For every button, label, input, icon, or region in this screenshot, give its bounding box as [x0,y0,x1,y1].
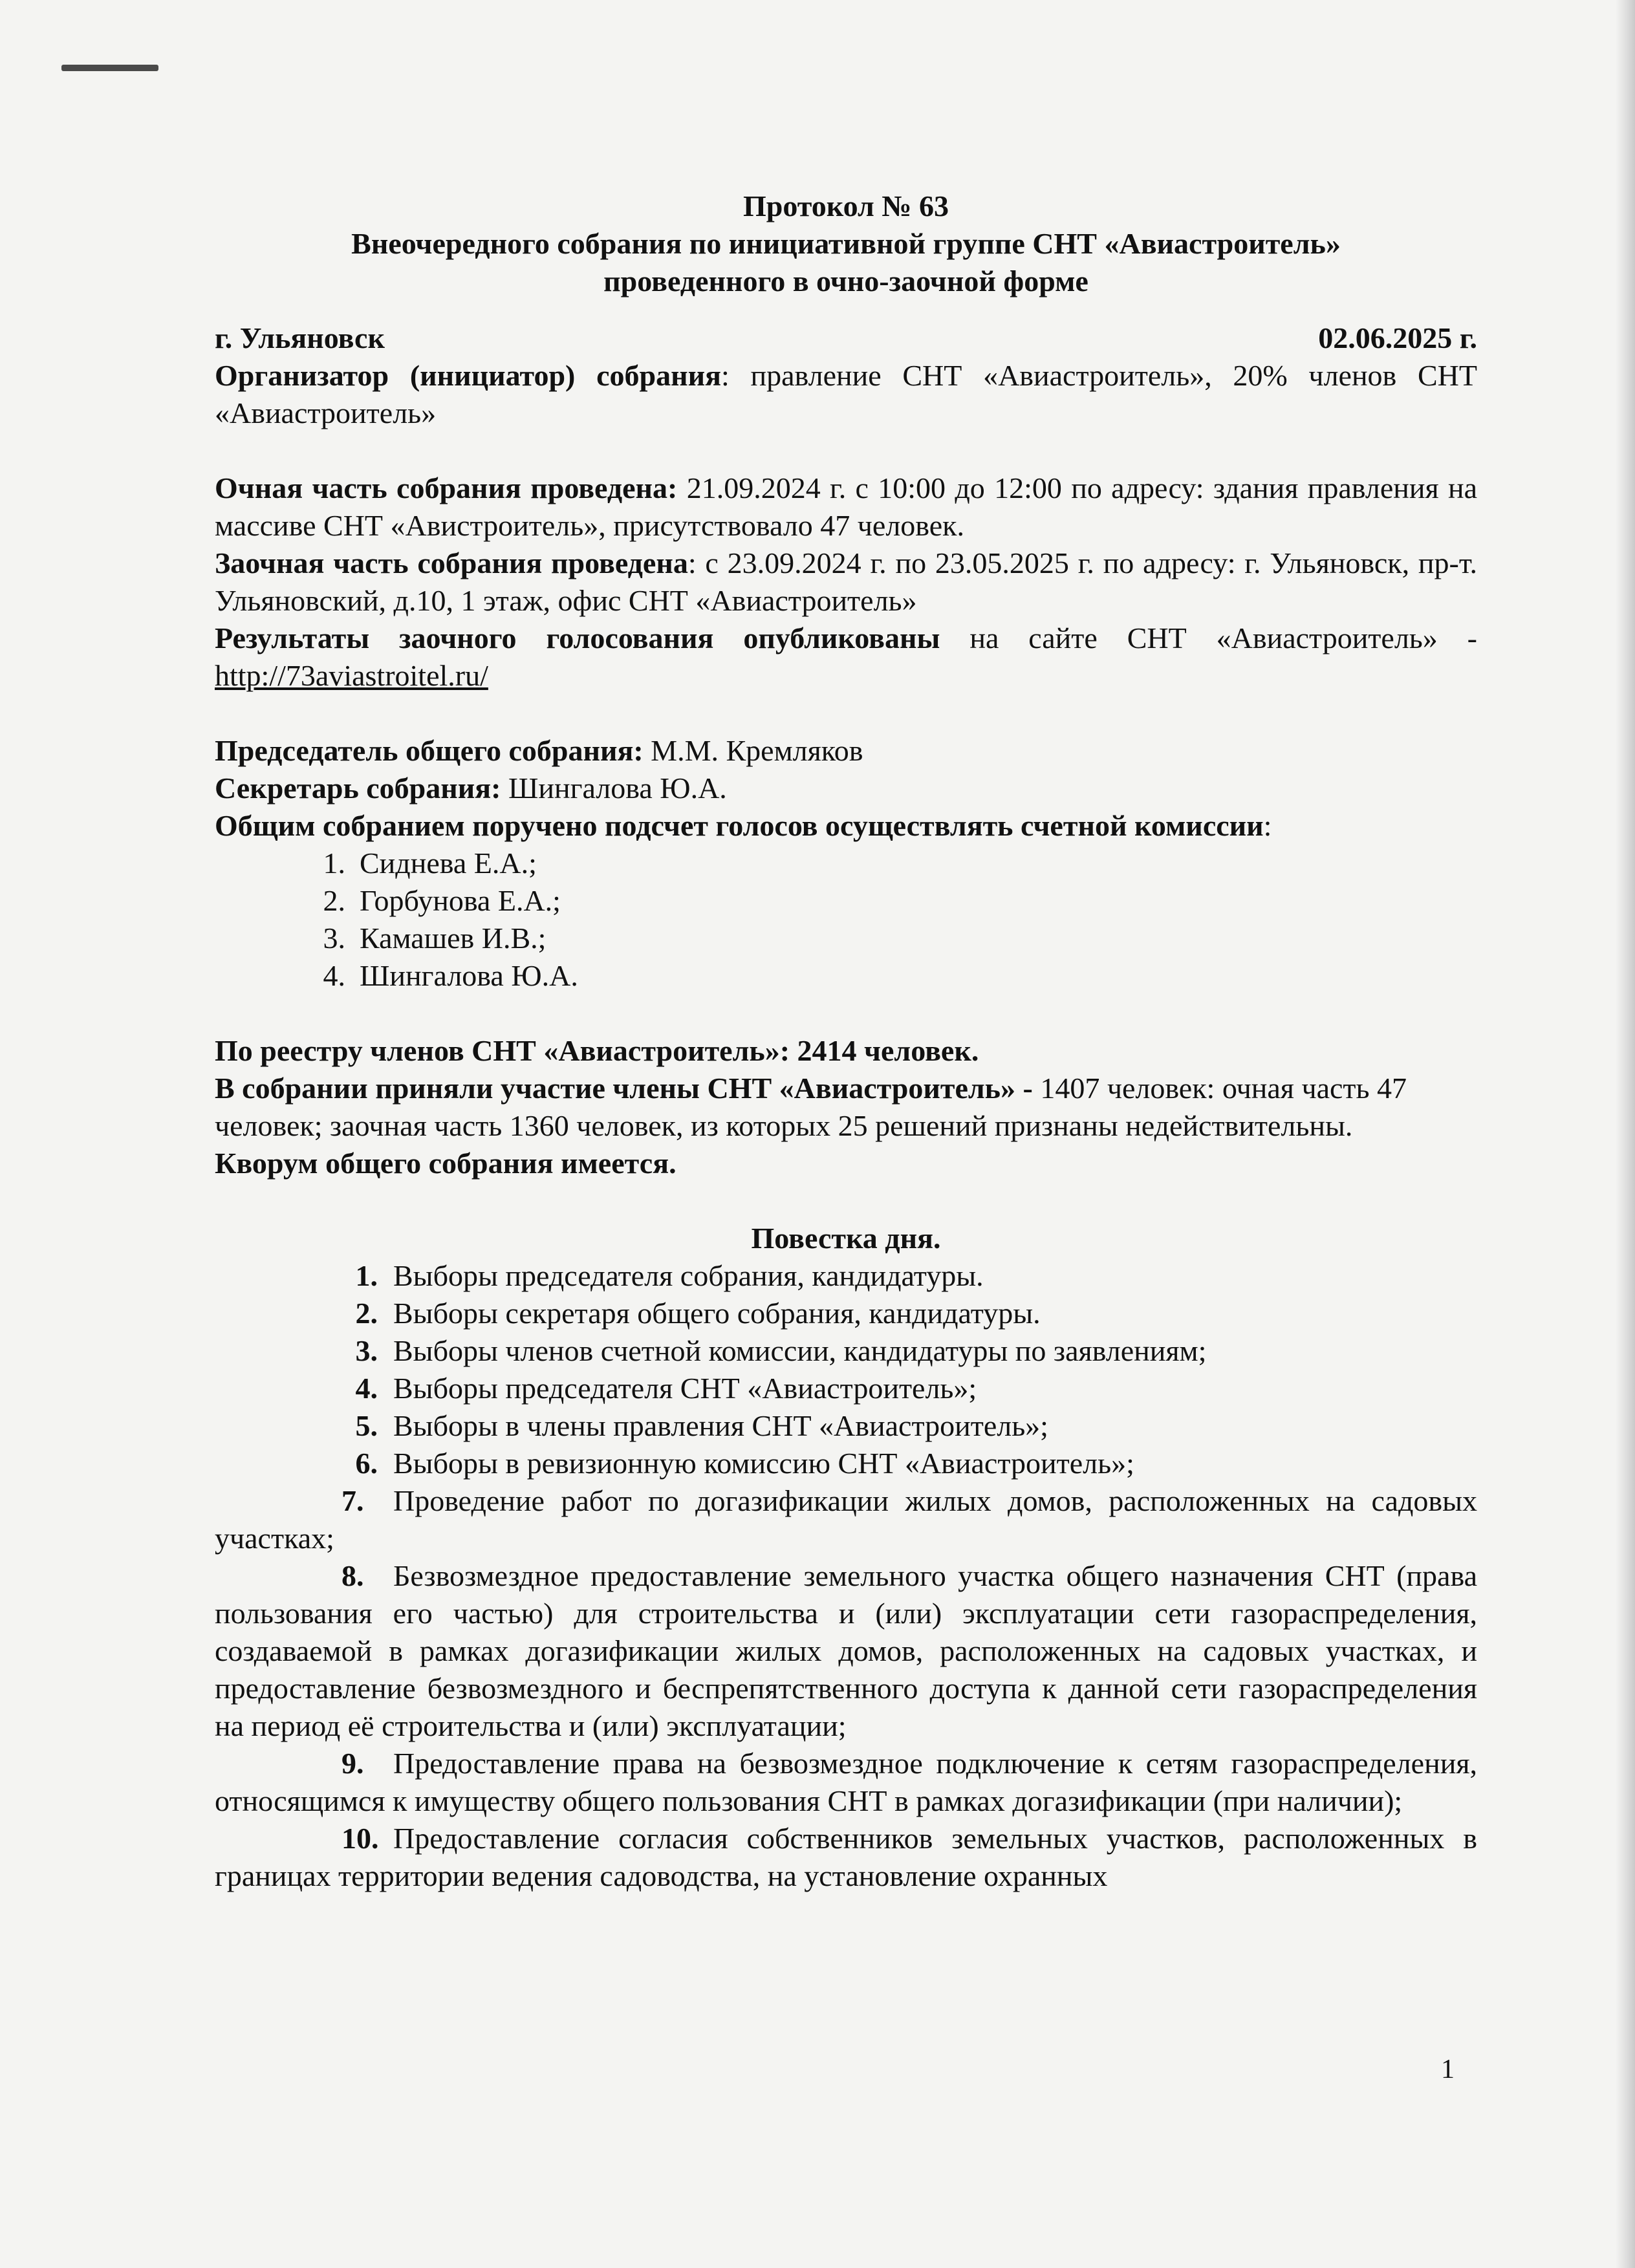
agenda-item [215,1370,1477,1407]
organizer-label: Организатор (инициатор) собрания [215,359,721,392]
agenda-item-text: Выборы секретаря общего собрания, кандидатуры. [393,1297,1041,1330]
list-item [215,957,1477,995]
agenda-item [215,1820,1477,1895]
protocol-subtitle-line1: Внеочередного собрания по инициативной группе СНТ «Авиастроитель» [351,227,1341,260]
chairman-value: М.М. Кремляков [643,734,863,767]
agenda-item [215,1407,1477,1445]
quorum-line: Кворум общего собрания имеется. [215,1147,677,1180]
list-item-number: 4. [323,959,345,992]
agenda-item [215,1557,1477,1745]
agenda-item-text: Выборы председателя собрания, кандидатуры. [393,1259,984,1292]
agenda-item-number: 6. [355,1447,378,1480]
protocol-subtitle-line2: проведенного в очно-заочной форме [603,265,1088,297]
agenda-item-number: 2. [355,1297,378,1330]
agenda-item-number: 3. [355,1334,378,1367]
agenda-item-number: 7. [341,1484,364,1517]
list-item [215,882,1477,920]
in-person-value: 21.09.2024 г. с 10:00 до 12:00 по адресу: здания правления на массиве СНТ «Авистроитель», присутствовало 47 человек. [215,471,1478,542]
agenda-item-text: Выборы членов счетной комиссии, кандидатуры по заявлениям; [393,1334,1207,1367]
chairman-label: Председатель общего собрания: [215,734,644,767]
registry-line: По реестру членов СНТ «Авиастроитель»: 2414 человек. [215,1034,979,1067]
organizer-value: : правление СНТ «Авиастроитель», 20% членов СНТ «Авиастроитель» [215,359,1477,429]
agenda-item-number: 5. [355,1409,378,1442]
agenda-item-number: 1. [355,1259,378,1292]
secretary-value: Шингалова Ю.А. [501,772,727,805]
list-item-number: 2. [323,884,345,917]
agenda-item-text: Выборы председателя СНТ «Авиастроитель»; [393,1372,977,1405]
list-item-name: Камашев И.В.; [360,922,547,955]
participation-value: 1407 человек: очная часть 47 человек; заочная часть 1360 человек, из которых 25 решений признаны недействительны. [215,1072,1407,1142]
participation-paragraph [215,1070,1477,1145]
date: 02.06.2025 г. [1318,321,1477,354]
commission-label: Общим собранием поручено подсчет голосов осуществлять счетной комиссии [215,809,1264,842]
list-item-number: 3. [323,922,345,955]
participation-label: В собрании приняли участие члены СНТ «Авиастроитель» - [215,1072,1033,1105]
agenda-title: Повестка дня. [751,1222,941,1255]
list-item-number: 1. [323,847,345,880]
agenda-item [215,1257,1477,1295]
page-number: 1 [1441,2055,1455,2084]
absentee-paragraph [215,545,1477,620]
agenda-item [215,1295,1477,1332]
in-person-label: Очная часть собрания проведена: [215,471,678,504]
document-body [215,188,1477,1895]
commission-paragraph [215,807,1477,845]
agenda-item [215,1745,1477,1820]
protocol-title: Протокол № 63 [742,189,949,222]
agenda-item-text: Предоставление согласия собственников земельных участков, расположенных в границах территории ведения садоводства, на установление охранных [215,1822,1477,1892]
organizer-paragraph [215,357,1477,432]
list-item-name: Сиднева Е.А.; [360,847,537,880]
results-value: на сайте СНТ «Авиастроитель» - [940,621,1477,654]
commission-list [215,845,1477,995]
list-item-name: Шингалова Ю.А. [360,959,578,992]
agenda-item-number: 10. [341,1822,379,1855]
agenda-item-text: Предоставление права на безвозмездное подключение к сетям газораспределения, относящимся к имуществу общего пользования СНТ в рамках догазификации (при наличии); [215,1747,1477,1817]
agenda-item-text: Выборы в ревизионную комиссию СНТ «Авиастроитель»; [393,1447,1134,1480]
agenda-item [215,1445,1477,1482]
results-paragraph [215,620,1477,695]
staple-mark [61,65,158,71]
results-label: Результаты заочного голосования опубликованы [215,621,940,654]
in-person-paragraph [215,470,1477,545]
place-date-row [215,319,1477,357]
agenda-item [215,1332,1477,1370]
agenda-item-number: 4. [355,1372,378,1405]
absentee-value: : с 23.09.2024 г. по 23.05.2025 г. по адресу: г. Ульяновск, пр-т. Ульяновский, д.10, 1 этаж, офис СНТ «Авиастроитель» [215,546,1477,617]
secretary-paragraph [215,770,1477,807]
agenda-item [215,1482,1477,1557]
absentee-label: Заочная часть собрания проведена [215,546,688,579]
place: г. Ульяновск [215,321,385,354]
agenda-item-text: Проведение работ по догазификации жилых домов, расположенных на садовых участках; [215,1484,1477,1555]
agenda-item-number: 8. [341,1559,364,1592]
website-link[interactable]: http://73aviastroitel.ru/ [215,659,488,692]
agenda-item-text: Безвозмездное предоставление земельного участка общего назначения СНТ (права пользования его частью) для строительства и (или) эксплуатации сети газораспределения, создаваемой в рамках догазификации жилых домов, расположенных на садовых участках, и предоставление безвозмездного и беспрепятственного доступа к данной сети газораспределения на период её строительства и (или) эксплуатации; [215,1559,1477,1742]
list-item [215,845,1477,882]
list-item [215,920,1477,957]
commission-colon: : [1263,809,1272,842]
agenda-item-number: 9. [341,1747,364,1780]
page-edge-shadow [1616,0,1635,2268]
chairman-paragraph [215,732,1477,770]
agenda-item-text: Выборы в члены правления СНТ «Авиастроитель»; [393,1409,1048,1442]
secretary-label: Секретарь собрания: [215,772,501,805]
list-item-name: Горбунова Е.А.; [360,884,561,917]
